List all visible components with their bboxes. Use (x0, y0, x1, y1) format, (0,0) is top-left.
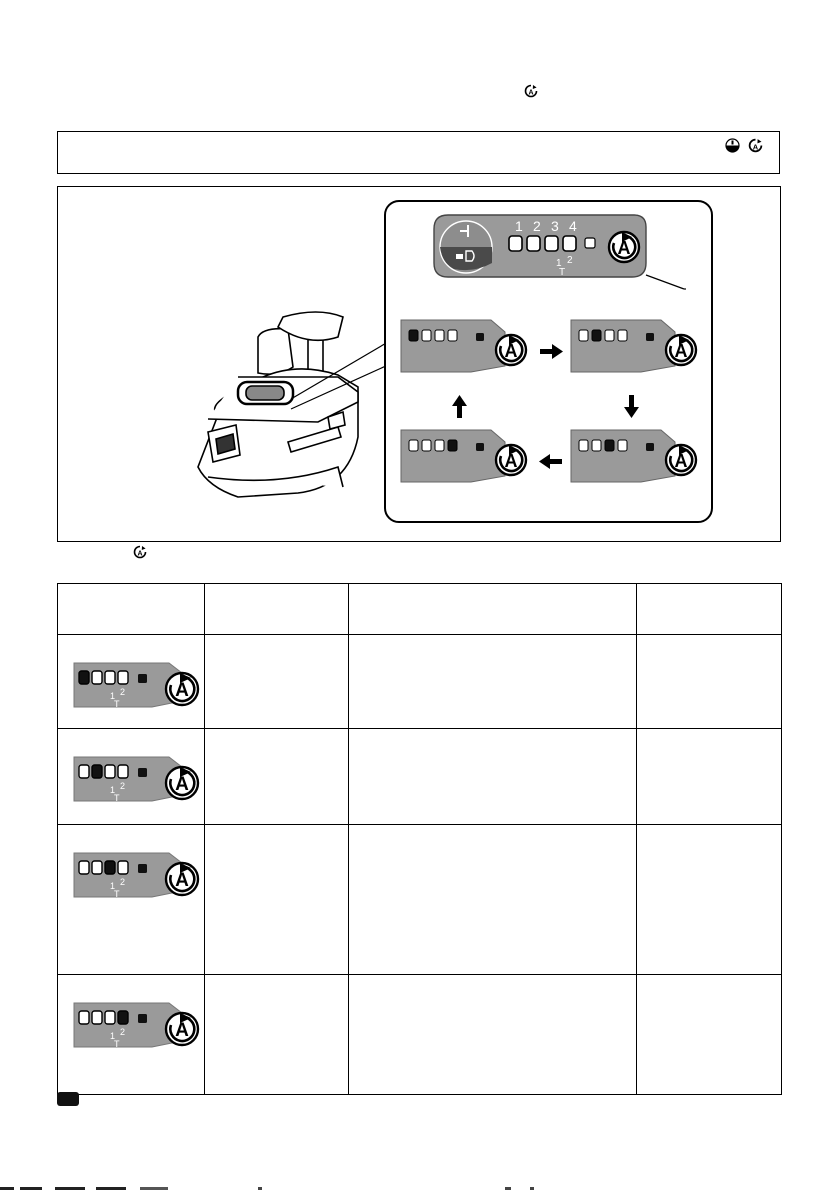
table-row (58, 825, 782, 975)
svg-text:A: A (504, 341, 518, 361)
svg-text:A: A (752, 142, 759, 152)
table-cell (637, 975, 782, 1095)
auto-mode-label: A (175, 680, 189, 701)
table-cell (205, 825, 349, 975)
svg-text:A: A (617, 238, 631, 258)
sub-label-1: 1 (110, 785, 116, 795)
table-cell (637, 825, 782, 975)
mode-lamp (105, 1011, 115, 1024)
table-header (637, 584, 782, 635)
mode-lamp (79, 765, 89, 778)
mode-lamp (79, 861, 89, 874)
svg-text:1: 1 (515, 218, 523, 234)
table-row (58, 635, 782, 729)
footer-marks (0, 1184, 840, 1192)
mode-lamp (92, 671, 102, 684)
mode-indicator-panel (58, 825, 204, 915)
table-cell (205, 729, 349, 825)
auto-mode-label: A (175, 1020, 189, 1041)
sub-label-2: 2 (120, 781, 126, 791)
mode-lamp (92, 1011, 102, 1024)
table-cell (637, 635, 782, 729)
t-label: T (114, 1039, 120, 1049)
table-cell (637, 729, 782, 825)
mode-indicator-panel (58, 729, 204, 819)
table-cell (205, 635, 349, 729)
note-box (57, 131, 780, 174)
t-label: T (114, 889, 120, 899)
table-header (58, 584, 205, 635)
lit-lamp-legend-swatch (57, 1092, 79, 1106)
svg-text:A: A (504, 451, 518, 471)
svg-text:3: 3 (551, 218, 559, 234)
table-header-row (58, 584, 782, 635)
panel-main (434, 215, 646, 278)
figure-box (57, 186, 781, 542)
mode-indicator-panel (58, 635, 204, 723)
mode-indicator-cell (58, 729, 205, 825)
svg-text:A: A (528, 89, 534, 97)
svg-text:4: 4 (569, 218, 577, 234)
table-header (205, 584, 349, 635)
svg-text:1: 1 (556, 258, 562, 269)
svg-text:2: 2 (567, 255, 573, 266)
mode-lamp (79, 1011, 89, 1024)
sub-label-2: 2 (120, 877, 126, 887)
svg-text:A: A (674, 341, 688, 361)
mode-lamp (118, 671, 128, 684)
svg-text:2: 2 (533, 218, 541, 234)
svg-text:A: A (674, 451, 688, 471)
tool-body (198, 312, 358, 497)
sub-label-1: 1 (110, 881, 116, 891)
mode-lamp (105, 861, 115, 874)
sub-label-1: 1 (110, 1031, 116, 1041)
auto-mode-label: A (175, 774, 189, 795)
mode-indicator-panel (58, 975, 204, 1065)
auto-mode-icon (748, 138, 763, 153)
mode-lamp (118, 861, 128, 874)
auto-mode-icon (524, 84, 538, 98)
mode-lamp (105, 671, 115, 684)
light-mode-icon (725, 138, 740, 153)
mode-indicator-cell (58, 635, 205, 729)
mode-lamp (118, 765, 128, 778)
t-label: T (114, 699, 120, 709)
sub-label-2: 2 (120, 1027, 126, 1037)
t-label: T (114, 793, 120, 803)
mode-indicator-cell (58, 975, 205, 1095)
tool-panel-illustration (58, 187, 782, 543)
auto-mode-label: A (175, 870, 189, 891)
modes-table (57, 583, 782, 1095)
mode-lamp (79, 671, 89, 684)
table-cell (348, 975, 637, 1095)
mode-indicator-cell (58, 825, 205, 975)
table-cell (205, 975, 349, 1095)
svg-text:A: A (137, 550, 143, 558)
table-row (58, 729, 782, 825)
sub-label-2: 2 (120, 687, 126, 697)
table-header (348, 584, 637, 635)
mode-lamp (105, 765, 115, 778)
mode-lamp (92, 861, 102, 874)
mode-lamp (118, 1011, 128, 1024)
sub-label-1: 1 (110, 691, 116, 701)
auto-mode-button (609, 232, 639, 262)
auto-mode-icon (133, 545, 147, 559)
table-cell (348, 635, 637, 729)
mode-lamp (92, 765, 102, 778)
table-row (58, 975, 782, 1095)
table-cell (348, 825, 637, 975)
table-cell (348, 729, 637, 825)
svg-text:T: T (559, 267, 566, 278)
